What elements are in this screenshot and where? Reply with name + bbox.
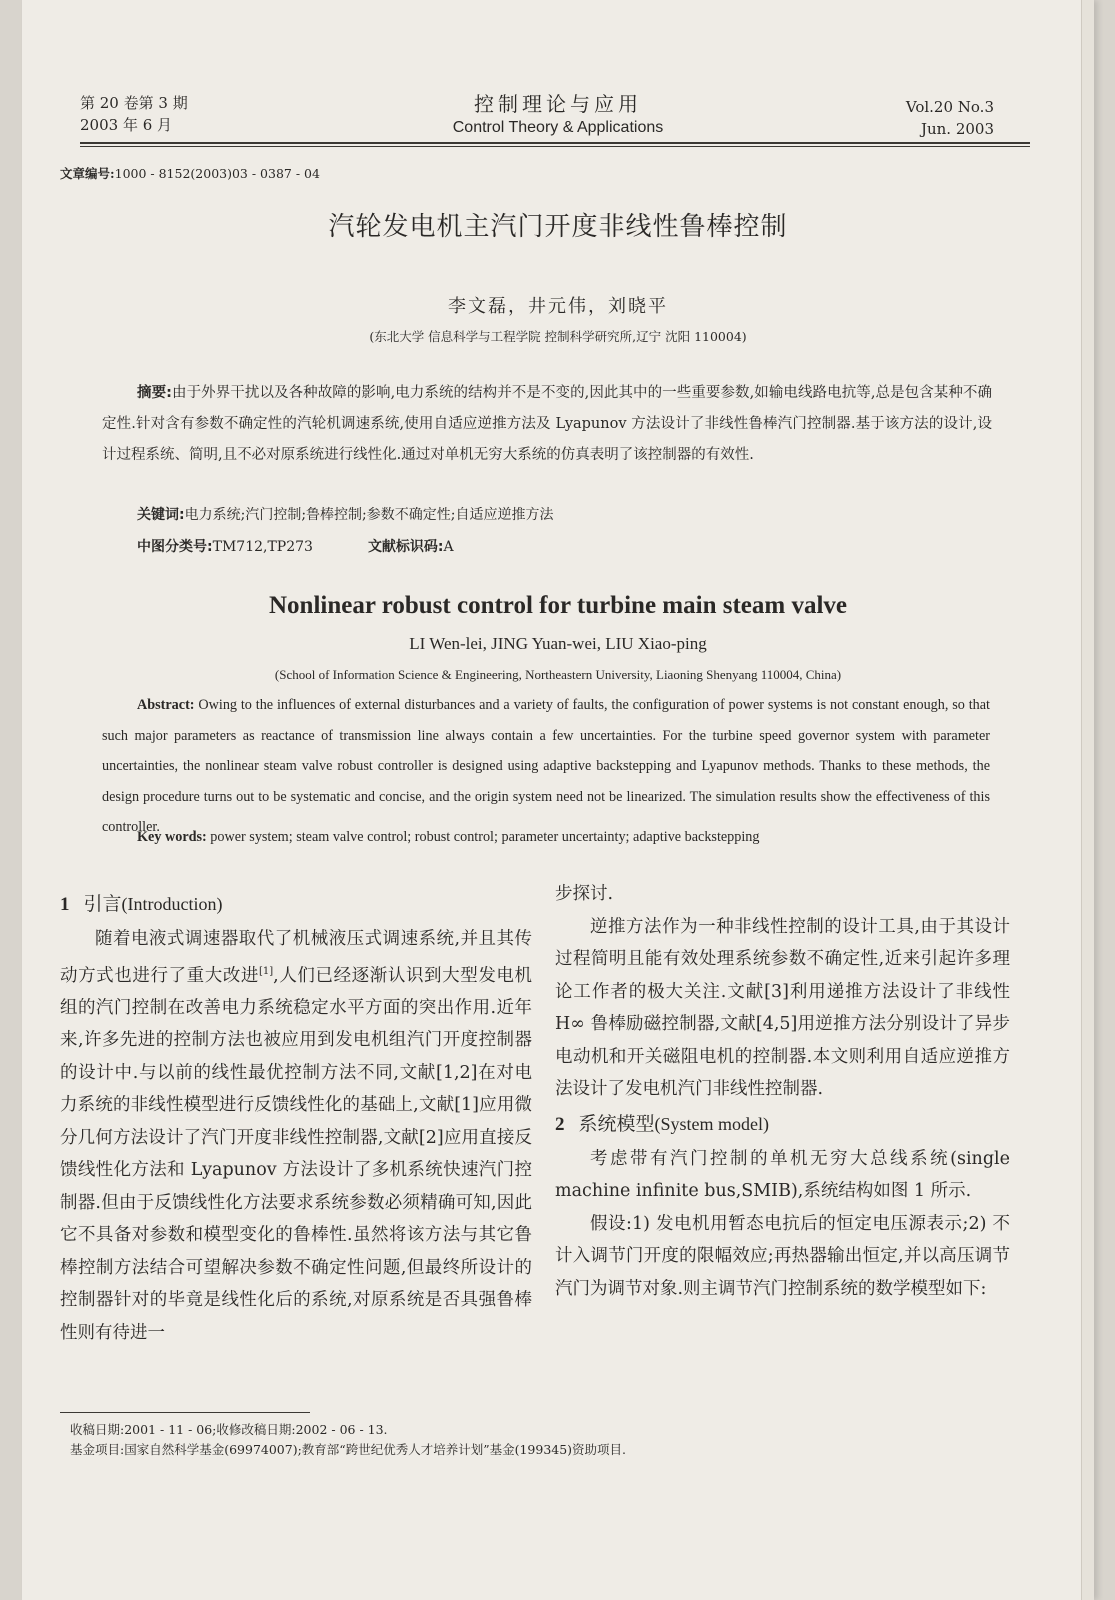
column-right <box>555 878 1010 1305</box>
keywords-en-text: power system; steam valve control; robust control; parameter uncertainty; adaptive backstepping <box>210 829 760 845</box>
date-en: Jun. 2003 <box>920 120 994 138</box>
abstract-en-text: Owing to the influences of external disturbances and a variety of faults, the configuration of power systems is not constant enough, so that such major parameters as reactance of transmission line always contain a few uncertainties. For the turbine speed governor system with parameter uncertainties, the nonlinear steam valve robust controller is designed using adaptive backstepping and Lyapunov methods. Thanks to these methods, the design procedure turns out to be systematic and concise, and the origin system need not be linearized. The simulation results show the effectiveness of this controller. <box>102 697 991 835</box>
header-right <box>906 96 994 140</box>
section1-paragraph2: 逆推方法作为一种非线性控制的设计工具,由于其设计过程简明且能有效处理系统参数不确定性,近来引起许多理论工作者的极大关注.文献[3]利用递推方法设计了非线性 H∞ 鲁棒励磁控制器,文献[4,5]用逆推方法分别设计了异步电动机和开关磁阻电机的控制器.本文则利用自适应逆推方法设计了发电机汽门非线性控制器. <box>555 916 1010 1099</box>
journal-name-en: Control Theory & Applications <box>452 119 664 136</box>
header-rule-thin <box>80 146 1030 147</box>
article-number-value: 1000 - 8152(2003)03 - 0387 - 04 <box>114 166 320 181</box>
section2-title-cn: 系统模型 <box>578 1112 655 1135</box>
affiliation-cn: (东北大学 信息科学与工程学院 控制科学研究所,辽宁 沈阳 110004) <box>369 329 747 344</box>
authors-cn: 李文磊，井元伟，刘晓平 <box>448 296 668 317</box>
journal-page <box>22 0 1094 1600</box>
date-cn: 2003 年 6 月 <box>80 116 173 134</box>
article-number-label: 文章编号: <box>60 166 115 181</box>
abstract-cn-label: 摘要: <box>137 385 172 401</box>
doc-code-label: 文献标识码: <box>367 539 444 555</box>
citation-ref: [1] <box>259 965 274 977</box>
header-rule-thick <box>80 142 1030 144</box>
affiliation-en: (School of Information Science & Engineering, Northeastern University, Liaoning Shenyang 110004, China) <box>274 667 842 682</box>
section1-p1-part-b: ,人们已经逐渐认识到大型发电机组的汽门控制在改善电力系统稳定水平方面的突出作用.近年来,许多先进的控制方法也被应用到发电机组汽门开度控制器的设计中.与以前的线性最优控制方法不同,文献[1,2]在对电力系统的非线性模型进行反馈线性化的基础上,文献[1]应用微分几何方法设计了汽门开度非线性控制器,文献[2]应用直接反馈线性化方法和 Lyapunov 方法设计了多机系统快速汽门控制器.但由于反馈线性化方法要求系统参数必须精确可知,因此它不具备对参数和模型变化的鲁棒性.虽然将该方法与其它鲁棒控制方法结合可望解决参数不确定性问题,但最终所设计的控制器针对的毕竟是线性化后的系统,对原系统是否具强鲁棒性则有待进一 <box>60 965 533 1343</box>
section2-paragraph1: 考虑带有汽门控制的单机无穷大总线系统(single machine infinite bus,SMIB),系统结构如图 1 所示. <box>555 1148 1010 1201</box>
keywords-cn <box>137 504 553 524</box>
section2-heading <box>555 1106 1010 1143</box>
section1-heading <box>60 886 532 923</box>
section1-title-en: (Introduction) <box>121 894 223 914</box>
volume-en: Vol.20 No.3 <box>905 98 994 116</box>
abstract-en <box>102 690 990 843</box>
abstract-cn-text: 由于外界干扰以及各种故障的影响,电力系统的结构并不是不变的,因此其中的一些重要参数,如输电线路电抗等,总是包含某种不确定性.针对含有参数不确定性的汽轮机调速系统,使用自适应逆推方法及 Lyapunov 方法设计了非线性鲁棒汽门控制器.基于该方法的设计,设计过程系统、简明,且不必对原系统进行线性化.通过对单机无穷大系统的仿真表明了该控制器的有效性. <box>102 385 992 463</box>
journal-name-cn: 控制理论与应用 <box>474 92 642 116</box>
keywords-en <box>137 829 760 846</box>
classification-value: TM712,TP273 <box>212 539 313 555</box>
section1-title-cn: 引言 <box>83 893 122 915</box>
column-left <box>60 886 532 1349</box>
title-cn: 汽轮发电机主汽门开度非线性鲁棒控制 <box>328 212 788 242</box>
keywords-cn-text: 电力系统;汽门控制;鲁棒控制;参数不确定性;自适应逆推方法 <box>184 507 554 523</box>
section2-title-en: (System model) <box>654 1113 770 1134</box>
footnote-funding: 基金项目:国家自然科学基金(69974007);教育部“跨世纪优秀人才培养计划”基金(199345)资助项目. <box>70 1442 627 1457</box>
section1-p1-part-a: 随着电液式调速器取代了机械液压式调速系统,并且其传动方式也进行了重大改进 <box>60 929 532 986</box>
classification-line <box>137 536 454 556</box>
footnote-received: 收稿日期:2001 - 11 - 06;收修改稿日期:2002 - 06 - 13. <box>70 1422 388 1437</box>
footnote-rule <box>60 1412 310 1413</box>
authors-en: LI Wen-lei, JING Yuan-wei, LIU Xiao-ping <box>409 634 707 653</box>
article-number <box>60 164 320 182</box>
doc-code-value: A <box>443 539 454 555</box>
keywords-cn-label: 关键词: <box>137 507 185 523</box>
abstract-en-label: Abstract: <box>137 697 195 713</box>
section2-paragraph2: 假设:1) 发电机用暂态电抗后的恒定电压源表示;2) 不计入调节门开度的限幅效应;再热器输出恒定,并以高压调节汽门为调节对象.则主调节汽门控制系统的数学模型如下: <box>555 1213 1010 1299</box>
keywords-en-label: Key words: <box>137 829 207 845</box>
classification-label: 中图分类号: <box>137 539 213 555</box>
section1-number: 1 <box>60 894 70 915</box>
abstract-cn <box>102 378 992 471</box>
section1-paragraph1 <box>60 923 532 1349</box>
volume-cn: 第 20 卷第 3 期 <box>80 94 188 112</box>
section1-continuation: 步探讨. <box>555 884 614 904</box>
section2-number: 2 <box>555 1113 565 1135</box>
title-en: Nonlinear robust control for turbine main steam valve <box>268 592 847 619</box>
